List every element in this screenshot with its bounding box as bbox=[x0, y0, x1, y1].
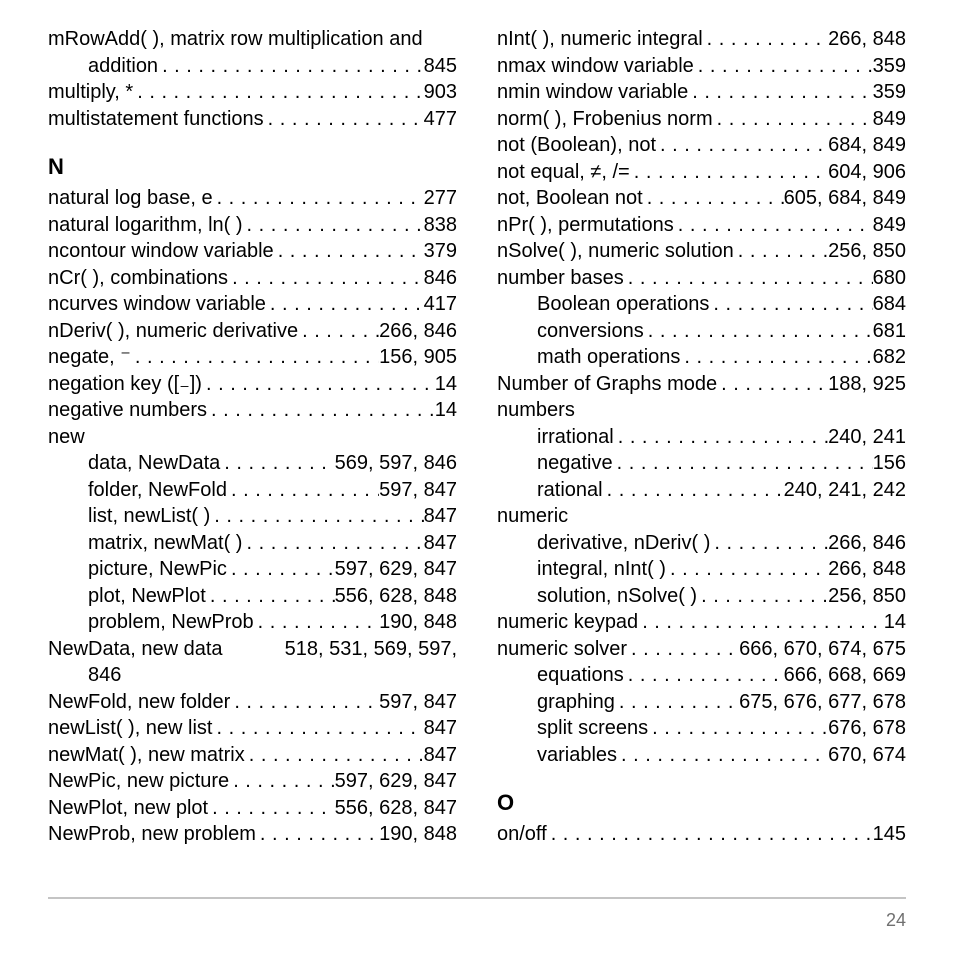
index-entry bbox=[48, 238, 457, 265]
index-pages: 597, 847 bbox=[379, 690, 457, 713]
index-pages: 14 bbox=[434, 372, 457, 395]
index-entry bbox=[48, 318, 457, 345]
index-term: variables bbox=[537, 743, 618, 766]
index-term: data, NewData bbox=[88, 452, 221, 474]
index-subentry bbox=[497, 318, 906, 345]
index-subentry bbox=[497, 530, 906, 557]
index-block-m bbox=[48, 26, 457, 132]
index-entry bbox=[497, 609, 906, 636]
index-term: multistatement functions bbox=[48, 107, 264, 130]
index-pages: 849 bbox=[872, 107, 906, 130]
index-pages: 847 bbox=[423, 717, 457, 739]
index-term: equations bbox=[537, 664, 624, 686]
index-term: numeric keypad bbox=[497, 611, 639, 633]
index-entry bbox=[48, 79, 457, 106]
index-subentry bbox=[497, 291, 906, 318]
index-term: plot, NewPlot bbox=[88, 584, 206, 607]
index-term: negative numbers bbox=[48, 399, 207, 421]
index-pages: 847 bbox=[423, 531, 457, 554]
index-subentry bbox=[48, 450, 457, 477]
index-term: mRowAdd( ), matrix row multiplication and bbox=[48, 28, 423, 50]
dot-leader bbox=[648, 715, 828, 742]
index-entry bbox=[497, 238, 906, 265]
index-entry bbox=[48, 768, 457, 795]
dot-leader bbox=[694, 53, 873, 80]
dot-leader bbox=[228, 265, 424, 292]
index-subentry bbox=[48, 609, 457, 636]
index-subentry bbox=[497, 556, 906, 583]
dot-leader bbox=[717, 371, 828, 398]
dot-leader bbox=[674, 212, 873, 239]
index-pages: 359 bbox=[872, 54, 906, 77]
index-term: derivative, nDeriv( ) bbox=[537, 531, 711, 554]
index-term: rational bbox=[537, 478, 603, 501]
dot-leader bbox=[688, 79, 872, 106]
index-term: newList( ), new list bbox=[48, 717, 213, 739]
index-term: conversions bbox=[537, 319, 644, 342]
index-pages: 556, 628, 847 bbox=[334, 796, 457, 819]
index-pages: 14 bbox=[434, 399, 457, 421]
dot-leader bbox=[207, 397, 435, 424]
dot-leader bbox=[213, 185, 424, 212]
index-pages: 681 bbox=[872, 319, 906, 342]
index-pages: 597, 629, 847 bbox=[334, 770, 457, 792]
index-term: graphing bbox=[537, 690, 615, 713]
index-term: negative bbox=[537, 452, 613, 474]
index-block-o bbox=[497, 821, 906, 848]
index-pages: 240, 241, 242 bbox=[783, 478, 906, 501]
index-term: natural logarithm, ln( ) bbox=[48, 213, 243, 236]
index-entry bbox=[48, 715, 457, 742]
index-entry bbox=[48, 742, 457, 769]
dot-leader bbox=[213, 715, 424, 742]
index-term: math operations bbox=[537, 346, 681, 368]
dot-leader bbox=[243, 212, 424, 239]
index-entry bbox=[48, 636, 457, 663]
index-pages: 684 bbox=[872, 293, 906, 315]
index-entry bbox=[497, 106, 906, 133]
index-pages: 190, 848 bbox=[379, 611, 457, 633]
index-term: not equal, ≠, /= bbox=[497, 160, 630, 183]
index-pages: 256, 850 bbox=[828, 584, 906, 607]
index-entry bbox=[48, 106, 457, 133]
index-term: on/off bbox=[497, 823, 547, 845]
index-subentry bbox=[48, 662, 457, 689]
index-subentry bbox=[497, 477, 906, 504]
index-entry bbox=[497, 185, 906, 212]
index-entry bbox=[497, 159, 906, 186]
index-pages: 605, 684, 849 bbox=[783, 187, 906, 209]
dot-leader bbox=[256, 821, 379, 848]
index-pages: 849 bbox=[872, 213, 906, 236]
dot-leader bbox=[617, 742, 828, 769]
dot-leader bbox=[624, 662, 784, 689]
index-pages: 604, 906 bbox=[828, 160, 906, 183]
index-pages: 847 bbox=[423, 505, 457, 527]
index-term: number bases bbox=[497, 266, 624, 289]
dot-leader bbox=[656, 132, 828, 159]
index-pages: 240, 241 bbox=[828, 425, 906, 448]
dot-leader bbox=[713, 106, 873, 133]
index-subentry bbox=[497, 662, 906, 689]
index-subentry bbox=[48, 556, 457, 583]
index-term: negate, ⁻ bbox=[48, 346, 131, 368]
index-entry bbox=[497, 26, 906, 53]
index-pages: 847 bbox=[423, 743, 457, 766]
dot-leader bbox=[230, 689, 379, 716]
index-pages: 266, 848 bbox=[828, 28, 906, 50]
index-term: Number of Graphs mode bbox=[497, 372, 718, 395]
index-pages: 666, 668, 669 bbox=[783, 664, 906, 686]
index-pages: 670, 674 bbox=[828, 743, 906, 766]
index-term: NewProb, new problem bbox=[48, 823, 256, 845]
index-pages: 666, 670, 674, 675 bbox=[739, 637, 906, 660]
index-term: numbers bbox=[497, 399, 575, 421]
dot-leader bbox=[638, 609, 884, 636]
index-term: not (Boolean), not bbox=[497, 134, 656, 156]
index-term: nCr( ), combinations bbox=[48, 266, 229, 289]
index-term: ncontour window variable bbox=[48, 240, 274, 262]
index-term: numeric bbox=[497, 505, 569, 527]
index-entry bbox=[48, 424, 457, 451]
index-entry bbox=[48, 291, 457, 318]
index-subentry bbox=[497, 742, 906, 769]
index-term: 846 bbox=[88, 664, 122, 686]
index-pages: 379 bbox=[423, 240, 457, 262]
index-pages: 676, 678 bbox=[828, 717, 906, 739]
index-term: problem, NewProb bbox=[88, 611, 254, 633]
dot-leader bbox=[133, 79, 423, 106]
index-entry bbox=[48, 795, 457, 822]
index-pages: 597, 629, 847 bbox=[334, 558, 457, 580]
index-pages: 846 bbox=[423, 266, 457, 289]
index-pages: 569, 597, 846 bbox=[334, 452, 457, 474]
index-pages: 14 bbox=[883, 611, 906, 633]
index-pages: 477 bbox=[423, 107, 457, 130]
index-term: NewFold, new folder bbox=[48, 690, 231, 713]
index-term: list, newList( ) bbox=[88, 505, 211, 527]
dot-leader bbox=[227, 556, 335, 583]
dot-leader bbox=[131, 344, 379, 371]
index-pages: 417 bbox=[423, 293, 457, 315]
index-entry bbox=[48, 371, 457, 398]
dot-leader bbox=[254, 609, 380, 636]
index-term: solution, nSolve( ) bbox=[537, 584, 698, 607]
dot-leader bbox=[644, 318, 873, 345]
index-pages: 675, 676, 677, 678 bbox=[739, 690, 906, 713]
dot-leader bbox=[210, 503, 423, 530]
index-pages: 903 bbox=[423, 81, 457, 103]
dot-leader bbox=[630, 159, 828, 186]
index-term: addition bbox=[88, 54, 159, 77]
index-entry bbox=[48, 212, 457, 239]
index-pages: 256, 850 bbox=[828, 240, 906, 262]
dot-leader bbox=[229, 768, 334, 795]
index-term: irrational bbox=[537, 425, 614, 448]
index-entry bbox=[48, 821, 457, 848]
index-term: numeric solver bbox=[497, 637, 628, 660]
index-pages: 156 bbox=[872, 452, 906, 474]
index-entry bbox=[497, 503, 906, 530]
dot-leader bbox=[603, 477, 784, 504]
dot-leader bbox=[245, 742, 424, 769]
index-block-n bbox=[48, 185, 457, 848]
dot-leader bbox=[158, 53, 424, 80]
index-term: nDeriv( ), numeric derivative bbox=[48, 319, 299, 342]
dot-leader bbox=[709, 291, 872, 318]
index-term: integral, nInt( ) bbox=[537, 558, 666, 580]
index-pages: 266, 846 bbox=[379, 319, 457, 342]
dot-leader bbox=[220, 450, 334, 477]
index-subentry bbox=[497, 689, 906, 716]
left-column bbox=[48, 26, 457, 848]
dot-leader bbox=[208, 795, 335, 822]
index-term: ncurves window variable bbox=[48, 293, 266, 315]
index-term: natural log base, e bbox=[48, 187, 213, 209]
index-pages: 518, 531, 569, 597, bbox=[284, 637, 457, 660]
index-subentry bbox=[48, 503, 457, 530]
index-term: nPr( ), permutations bbox=[497, 213, 674, 236]
section-heading-n: N bbox=[48, 154, 64, 179]
index-pages: 838 bbox=[423, 213, 457, 236]
dot-leader bbox=[710, 530, 828, 557]
dot-leader bbox=[227, 477, 379, 504]
index-term: norm( ), Frobenius norm bbox=[497, 107, 713, 130]
index-entry bbox=[497, 821, 906, 848]
index-term: folder, NewFold bbox=[88, 478, 227, 501]
index-pages: 680 bbox=[872, 266, 906, 289]
dot-leader bbox=[734, 238, 828, 265]
dot-leader bbox=[666, 556, 828, 583]
dot-leader bbox=[298, 318, 379, 345]
dot-leader bbox=[703, 26, 829, 53]
index-subentry bbox=[497, 450, 906, 477]
dot-leader bbox=[627, 636, 739, 663]
index-term: Boolean operations bbox=[537, 293, 710, 315]
index-entry bbox=[48, 185, 457, 212]
index-pages: 359 bbox=[872, 81, 906, 103]
index-entry bbox=[48, 689, 457, 716]
index-term: newMat( ), new matrix bbox=[48, 743, 245, 766]
section-heading-o: O bbox=[497, 790, 515, 815]
dot-leader bbox=[202, 371, 435, 398]
index-pages: 556, 628, 848 bbox=[334, 584, 457, 607]
index-entry bbox=[48, 344, 457, 371]
dot-leader bbox=[643, 185, 784, 212]
index-pages: 277 bbox=[423, 187, 457, 209]
index-pages: 156, 905 bbox=[379, 346, 457, 368]
footer-divider bbox=[48, 897, 906, 899]
dot-leader bbox=[624, 265, 873, 292]
index-term: not, Boolean not bbox=[497, 187, 643, 209]
index-pages: 597, 847 bbox=[379, 478, 457, 501]
index-term: split screens bbox=[537, 717, 649, 739]
index-entry bbox=[497, 371, 906, 398]
index-entry bbox=[497, 53, 906, 80]
index-term: nInt( ), numeric integral bbox=[497, 28, 703, 50]
dot-leader bbox=[264, 106, 424, 133]
index-entry bbox=[48, 397, 457, 424]
index-pages: 266, 848 bbox=[828, 558, 906, 580]
dot-leader bbox=[266, 291, 424, 318]
index-term: nmax window variable bbox=[497, 54, 694, 77]
index-subentry bbox=[497, 344, 906, 371]
dot-leader bbox=[274, 238, 424, 265]
index-entry bbox=[497, 132, 906, 159]
index-pages: 845 bbox=[423, 54, 457, 77]
index-pages: 684, 849 bbox=[828, 134, 906, 156]
index-term: picture, NewPic bbox=[88, 558, 227, 580]
index-entry bbox=[48, 265, 457, 292]
dot-leader bbox=[615, 689, 739, 716]
index-subentry bbox=[497, 583, 906, 610]
index-term: multiply, * bbox=[48, 81, 134, 103]
index-term: new bbox=[48, 425, 85, 448]
index-subentry bbox=[48, 53, 457, 80]
index-pages: 145 bbox=[872, 823, 906, 845]
index-term: NewPic, new picture bbox=[48, 770, 230, 792]
index-subentry bbox=[497, 715, 906, 742]
index-block-n-continued bbox=[497, 26, 906, 768]
index-subentry bbox=[48, 583, 457, 610]
index-entry bbox=[497, 397, 906, 424]
index-subentry bbox=[497, 424, 906, 451]
index-term: NewPlot, new plot bbox=[48, 796, 209, 819]
index-entry bbox=[497, 212, 906, 239]
index-entry bbox=[497, 636, 906, 663]
dot-leader bbox=[680, 344, 872, 371]
index-term: NewData, new data bbox=[48, 637, 223, 660]
index-term: matrix, newMat( ) bbox=[88, 531, 243, 554]
dot-leader bbox=[697, 583, 828, 610]
index-term: nmin window variable bbox=[497, 81, 689, 103]
page-number: 24 bbox=[885, 910, 906, 930]
dot-leader bbox=[206, 583, 335, 610]
index-subentry bbox=[48, 477, 457, 504]
index-pages: 188, 925 bbox=[828, 372, 906, 395]
index-pages: 190, 848 bbox=[379, 823, 457, 845]
index-pages: 682 bbox=[872, 346, 906, 368]
right-column bbox=[497, 26, 906, 848]
index-pages: 266, 846 bbox=[828, 531, 906, 554]
dot-leader bbox=[547, 821, 873, 848]
index-subentry bbox=[48, 530, 457, 557]
index-term: nSolve( ), numeric solution bbox=[497, 240, 734, 262]
dot-leader bbox=[242, 530, 423, 557]
index-entry bbox=[497, 79, 906, 106]
index-entry bbox=[497, 265, 906, 292]
index-term: negation key ([₋]) bbox=[48, 372, 202, 395]
dot-leader bbox=[614, 424, 828, 451]
dot-leader bbox=[613, 450, 873, 477]
index-entry bbox=[48, 26, 457, 53]
